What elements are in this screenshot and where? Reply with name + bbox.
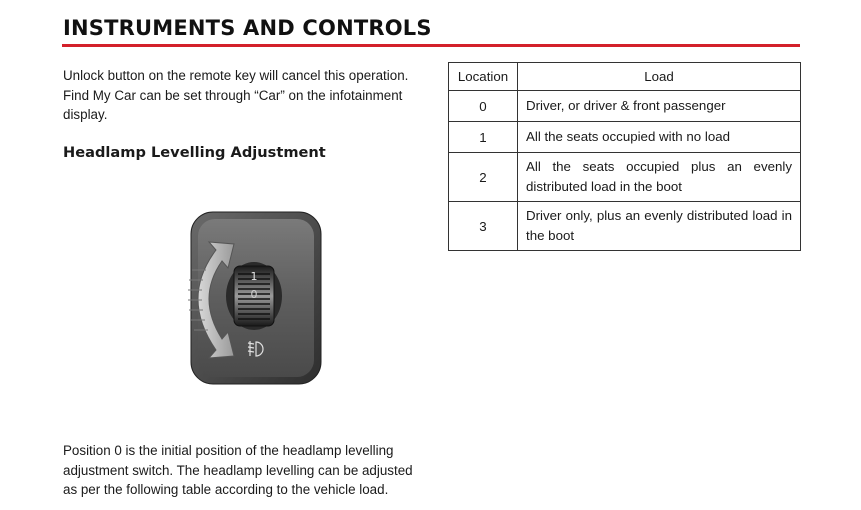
intro-paragraph <box>63 66 423 125</box>
intro-line-3: display. <box>63 107 108 122</box>
section-heading: Headlamp Levelling Adjustment <box>63 144 326 161</box>
dial-digit-top: 1 <box>250 270 258 283</box>
table-row <box>449 91 801 122</box>
row-location: 3 <box>449 202 518 251</box>
body-line-1: Position 0 is the initial position of the headlamp levelling <box>63 443 394 458</box>
body-line-2: adjustment switch. The headlamp levelling can be adjusted <box>63 462 413 478</box>
header-location: Location <box>449 63 518 91</box>
table-header-row <box>449 63 801 91</box>
intro-line-2: Find My Car can be set through “Car” on the infotainment <box>63 87 403 103</box>
row-load: Driver only, plus an evenly distributed load in the boot <box>518 202 801 251</box>
title-divider <box>62 44 800 47</box>
table-row <box>449 202 801 251</box>
header-load: Load <box>518 63 801 91</box>
load-table <box>448 62 801 251</box>
headlamp-levelling-switch-figure <box>176 210 324 386</box>
body-paragraph <box>63 441 415 500</box>
row-load: All the seats occupied plus an evenly distributed load in the boot <box>518 153 801 202</box>
table-row <box>449 153 801 202</box>
row-load: All the seats occupied with no load <box>518 122 801 153</box>
row-location: 0 <box>449 91 518 122</box>
row-location: 1 <box>449 122 518 153</box>
intro-line-1: Unlock button on the remote key will cancel this operation. <box>63 68 409 83</box>
row-location: 2 <box>449 153 518 202</box>
body-line-3: as per the following table according to the vehicle load. <box>63 482 389 497</box>
row-load: Driver, or driver & front passenger <box>518 91 801 122</box>
page-title: INSTRUMENTS AND CONTROLS <box>63 16 432 40</box>
table-row <box>449 122 801 153</box>
dial-digit-mid: 0 <box>250 288 258 301</box>
